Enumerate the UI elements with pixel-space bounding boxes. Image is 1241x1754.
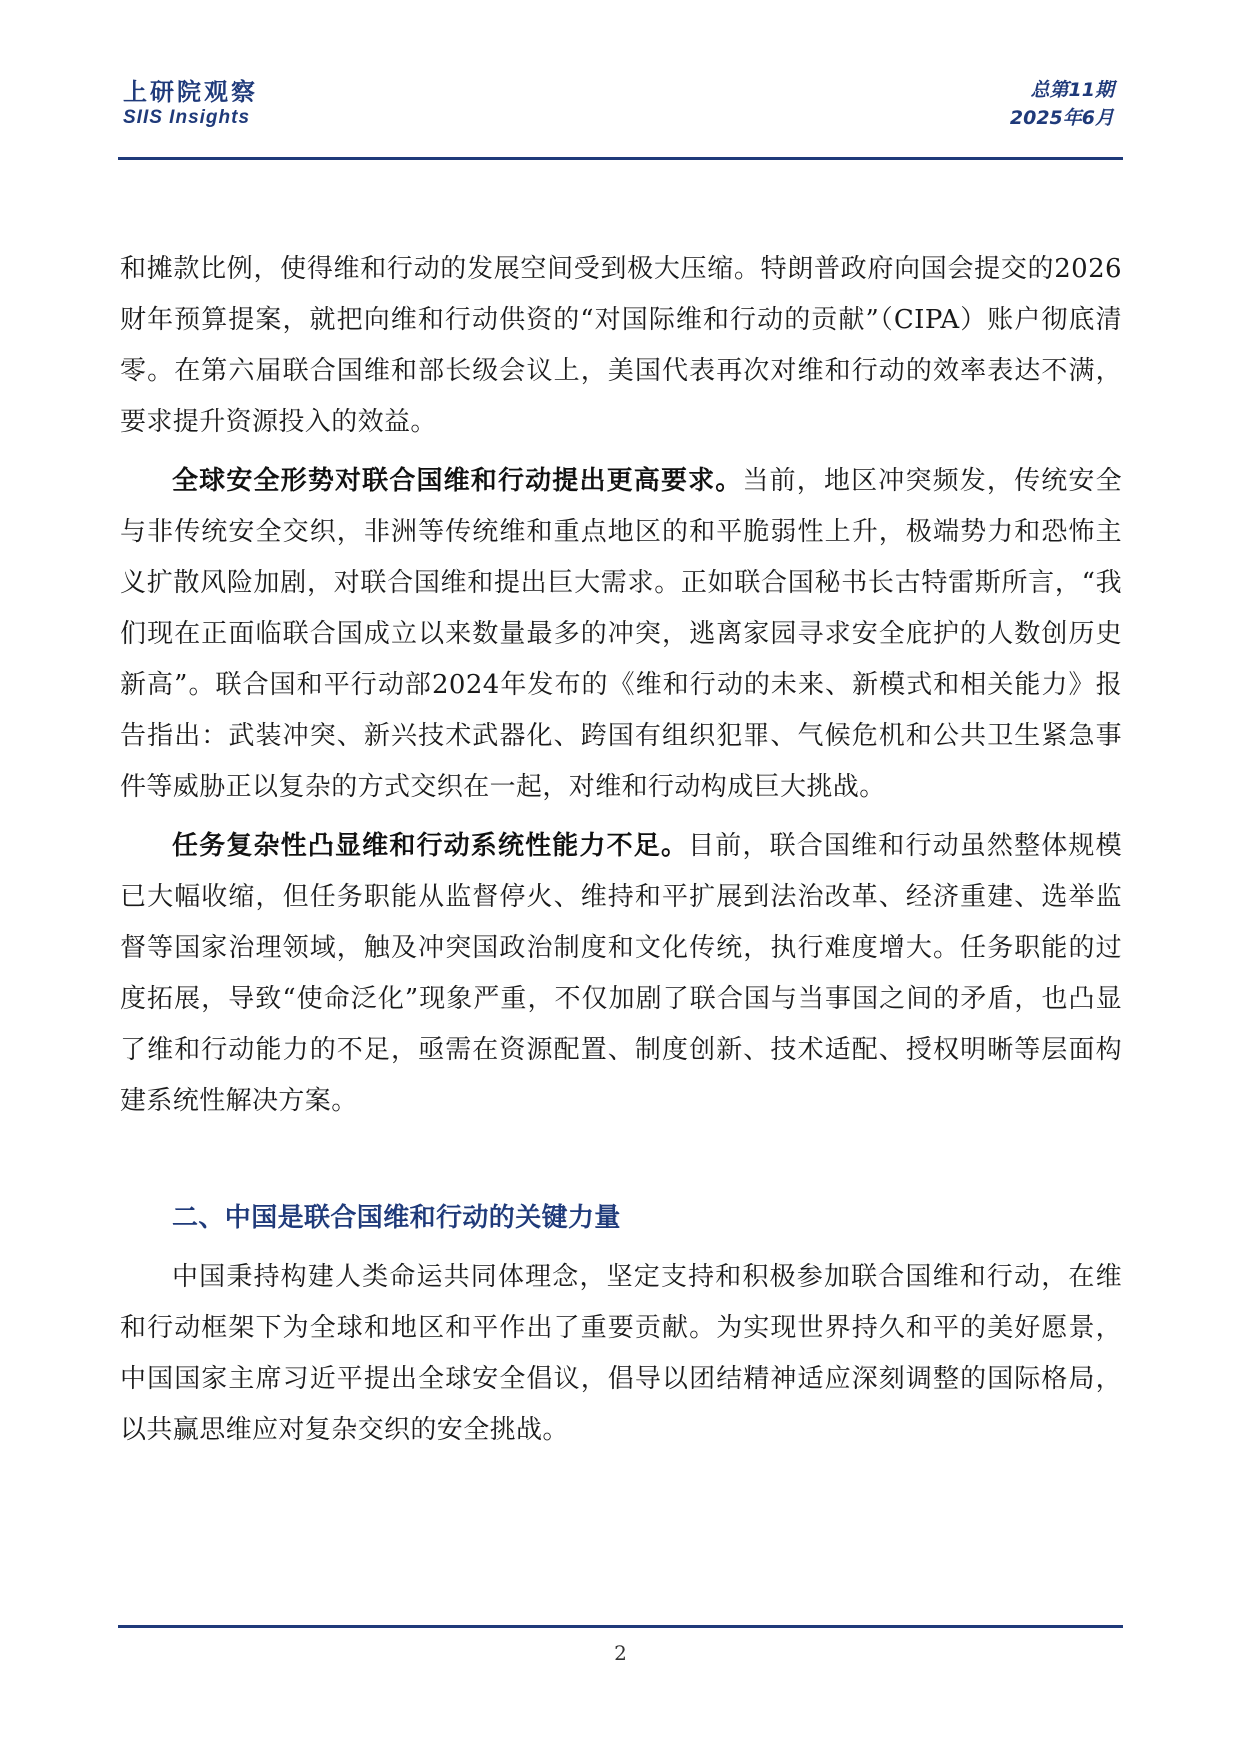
article-body bbox=[120, 244, 1122, 1464]
header-divider bbox=[118, 157, 1123, 160]
brand-title-en: SIIS Insights bbox=[123, 107, 251, 128]
footer-divider bbox=[118, 1625, 1123, 1628]
paragraph-2-text: 当前，地区冲突频发，传统安全与非传统安全交织，非洲等传统维和重点地区的和平脆弱性上升，极端势力和恐怖主义扩散风险加剧，对联合国维和提出巨大需求。正如联合国秘书长古特雷斯所言，“我们现在正面临联合国成立以来数量最多的冲突，逃离家园寻求安全庇护的人数创历史新高”。联合国和平行动部2024年发布的《维和行动的未来、新模式和相关能力》报告指出：武装冲突、新兴技术武器化、跨国有组织犯罪、气候危机和公共卫生紧急事件等威胁正以复杂的方式交织在一起，对维和行动构成巨大挑战。 bbox=[120, 466, 1122, 802]
masthead bbox=[123, 78, 258, 130]
paragraph-3-text: 目前，联合国维和行动虽然整体规模已大幅收缩，但任务职能从监督停火、维持和平扩展到法治改革、经济重建、选举监督等国家治理领域，触及冲突国政治制度和文化传统，执行难度增大。任务职能的过度拓展，导致“使命泛化”现象严重，不仅加剧了联合国与当事国之间的矛盾，也凸显了维和行动能力的不足，亟需在资源配置、制度创新、技术适配、授权明晰等层面构建系统性解决方案。 bbox=[120, 831, 1122, 1116]
issue-date: 2025年6月 bbox=[1009, 107, 1114, 129]
issue-number: 总第11期 bbox=[1030, 79, 1114, 101]
section-heading: 二、中国是联合国维和行动的关键力量 bbox=[172, 1203, 621, 1233]
paragraph-3-lead: 任务复杂性凸显维和行动系统性能力不足。 bbox=[172, 831, 689, 861]
paragraph-1: 和摊款比例，使得维和行动的发展空间受到极大压缩。特朗普政府向国会提交的2026财年预算提案，就把向维和行动供资的“对国际维和行动的贡献”（CIPA）账户彻底清零。在第六届联合国维和部长级会议上，美国代表再次对维和行动的效率表达不满，要求提升资源投入的效益。 bbox=[120, 254, 1122, 437]
issue-info bbox=[1010, 76, 1114, 132]
paragraph-2-lead: 全球安全形势对联合国维和行动提出更高要求。 bbox=[172, 466, 743, 496]
paragraph-4: 中国秉持构建人类命运共同体理念，坚定支持和积极参加联合国维和行动，在维和行动框架下为全球和地区和平作出了重要贡献。为实现世界持久和平的美好愿景，中国国家主席习近平提出全球安全倡议，倡导以团结精神适应深刻调整的国际格局，以共赢思维应对复杂交织的安全挑战。 bbox=[120, 1262, 1122, 1445]
brand-title-cn: 上研院观察 bbox=[123, 78, 258, 106]
paragraph-2 bbox=[120, 456, 1122, 813]
page-number: 2 bbox=[614, 1641, 627, 1665]
paragraph-3 bbox=[120, 821, 1122, 1127]
